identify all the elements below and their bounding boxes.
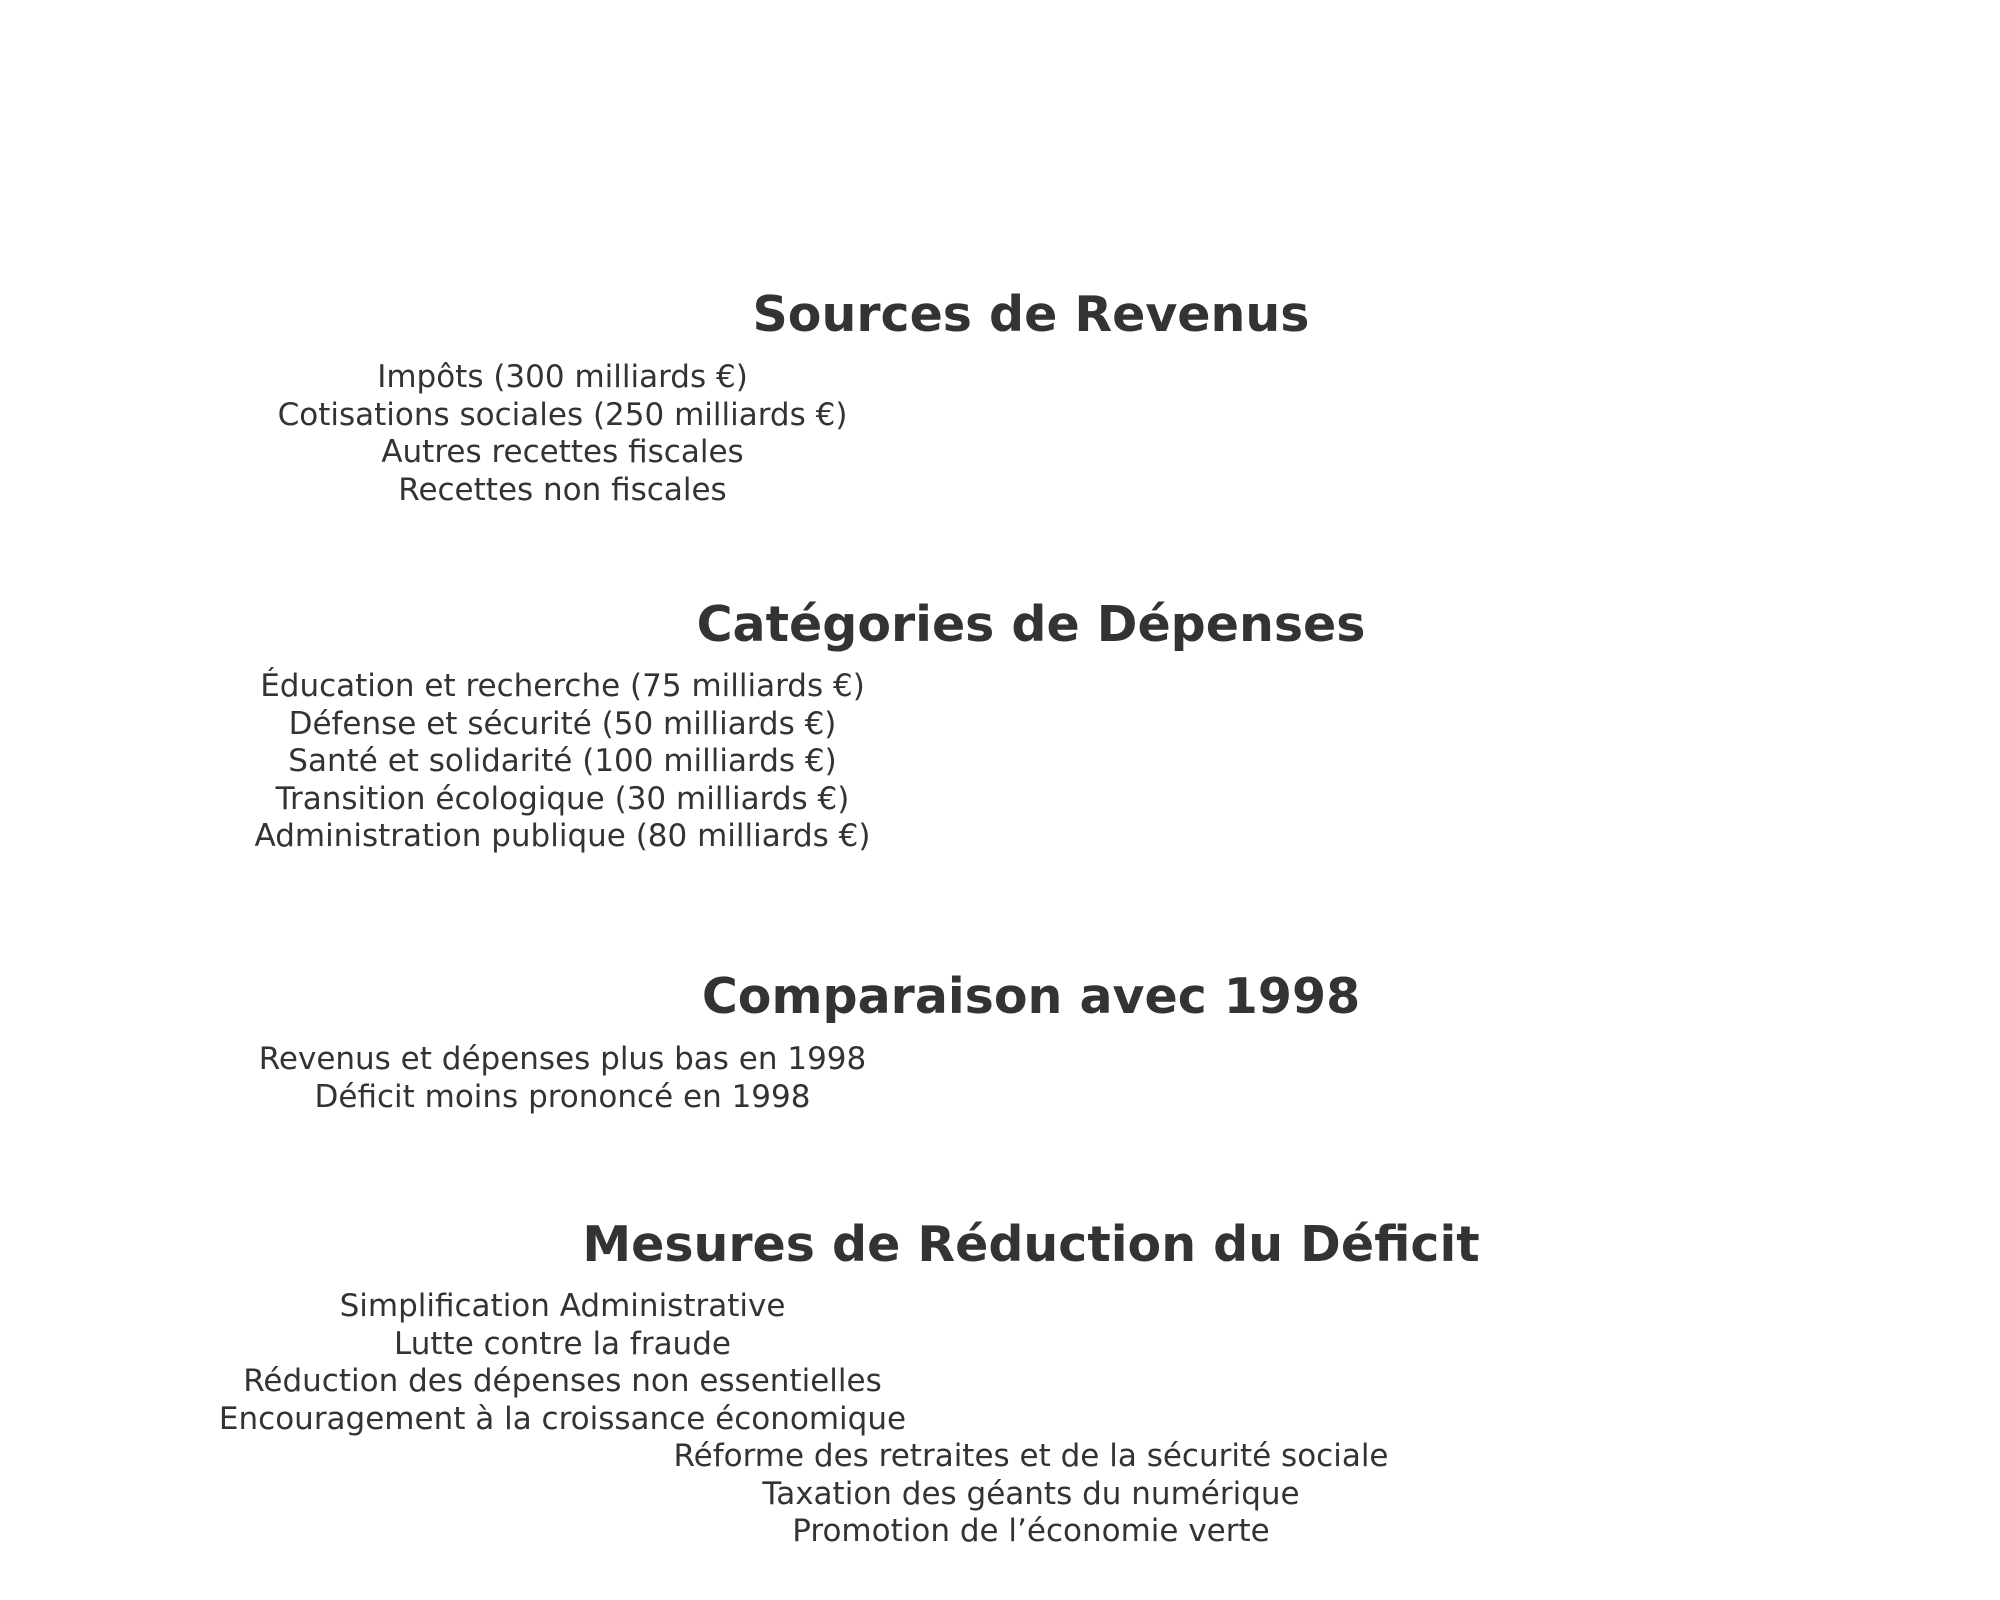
list-item: Recettes non fiscales bbox=[398, 471, 727, 508]
list-item: Défense et sécurité (50 milliards €) bbox=[288, 705, 837, 742]
list-item: Réduction des dépenses non essentielles bbox=[243, 1363, 882, 1399]
list-mesures-reduction-deficit bbox=[0, 1288, 1125, 1438]
list-item: Revenus et dépenses plus bas en 1998 bbox=[258, 1041, 867, 1077]
list-item: Administration publique (80 milliards €) bbox=[254, 818, 871, 854]
heading-categories-de-depenses: Catégories de Dépenses bbox=[696, 596, 1366, 653]
list-item: Simplification Administrative bbox=[339, 1288, 786, 1324]
list-item: Réforme des retraites et de la sécurité sociale bbox=[673, 1438, 1389, 1474]
list-item: Santé et solidarité (100 milliards €) bbox=[288, 743, 837, 779]
list-item: Éducation et recherche (75 milliards €) bbox=[260, 668, 865, 704]
list-item: Cotisations sociales (250 milliards €) bbox=[277, 396, 848, 433]
list-categories-de-depenses bbox=[0, 668, 1125, 856]
list-item: Taxation des géants du numérique bbox=[762, 1475, 1300, 1512]
list-comparaison-1998 bbox=[0, 1041, 1125, 1116]
list-sources-de-revenus bbox=[0, 359, 1125, 509]
heading-mesures-reduction-deficit: Mesures de Réduction du Déficit bbox=[582, 1216, 1480, 1273]
list-item: Impôts (300 milliards €) bbox=[377, 359, 748, 395]
heading-sources-de-revenus: Sources de Revenus bbox=[752, 286, 1310, 343]
list-item: Promotion de l’économie verte bbox=[792, 1513, 1270, 1549]
list-item: Transition écologique (30 milliards €) bbox=[275, 780, 850, 817]
list-item: Lutte contre la fraude bbox=[394, 1325, 731, 1362]
heading-comparaison-1998: Comparaison avec 1998 bbox=[701, 968, 1361, 1025]
list-mesures-reduction-deficit-continued bbox=[0, 1438, 2000, 1551]
list-item: Encouragement à la croissance économique bbox=[218, 1400, 907, 1437]
list-item: Déficit moins prononcé en 1998 bbox=[314, 1078, 811, 1115]
list-item: Autres recettes fiscales bbox=[381, 434, 744, 470]
